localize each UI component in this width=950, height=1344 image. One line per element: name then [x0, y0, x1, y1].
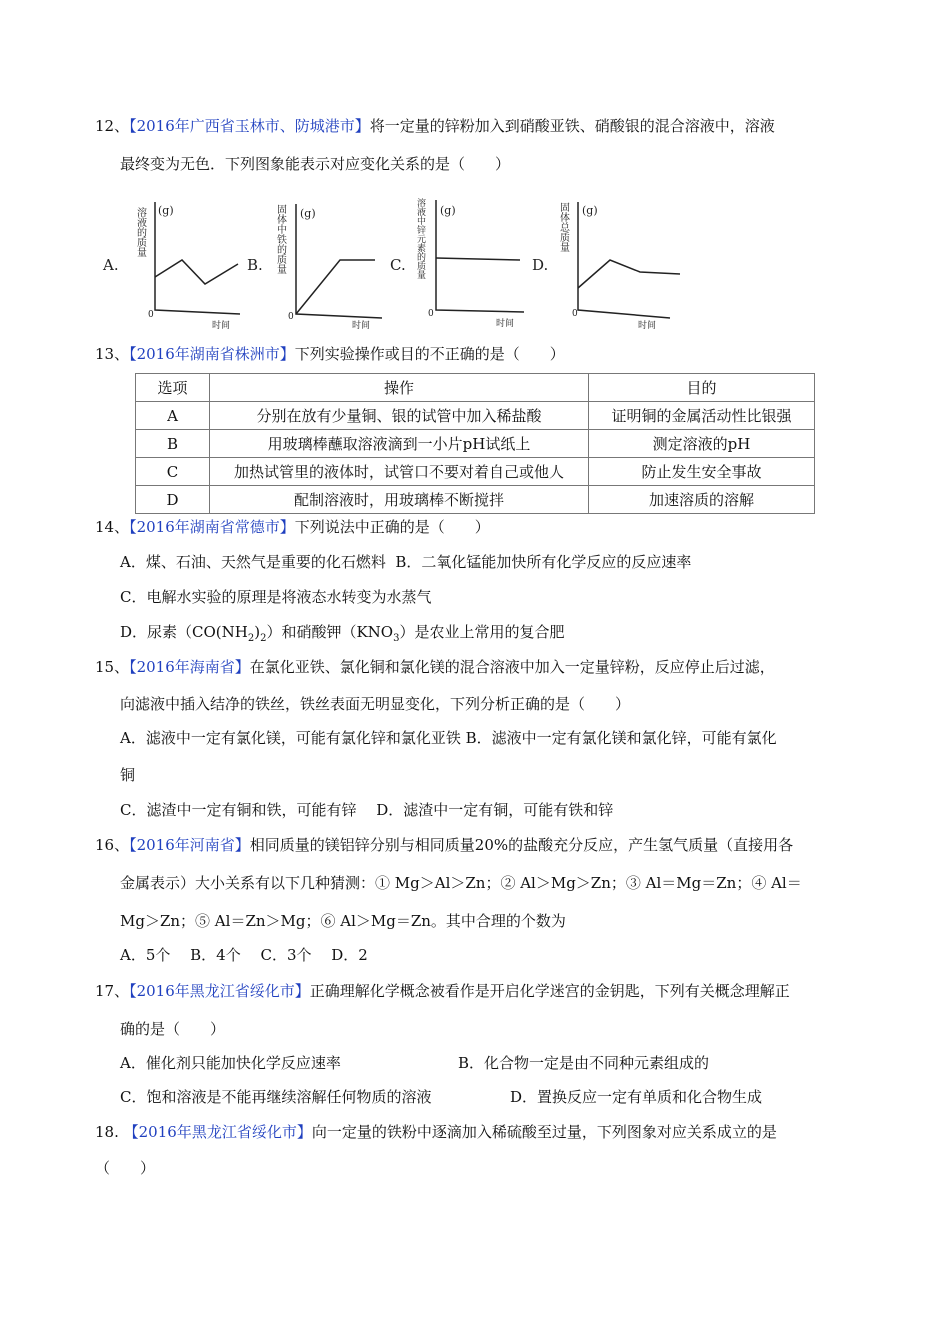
question-15-number: 15、 — [95, 658, 130, 676]
question-15-text-2: 向滤液中插入结净的铁丝，铁丝表面无明显变化，下列分析正确的是（ ） — [120, 695, 631, 713]
graph-d-unit: (g) — [582, 204, 598, 217]
option-a: A．催化剂只能加快化学反应速率 — [120, 1054, 341, 1072]
question-13-source: 【2016年湖南省株洲市】 — [129, 345, 295, 363]
table-cell: C — [136, 458, 210, 486]
question-17-line-1 — [95, 981, 790, 1001]
table-header: 选项 — [136, 374, 210, 402]
table-row — [136, 486, 815, 514]
question-15-options-cd: C．滤渣中一定有铜和铁，可能有锌 D．滤渣中一定有铜，可能有铁和锌 — [120, 801, 614, 819]
question-15-line-1 — [95, 657, 775, 677]
question-15-options-ab-cont: 铜 — [120, 766, 136, 784]
question-16-text-3: Mg＞Zn；⑤ Al＝Zn＞Mg；⑥ Al＞Mg＝Zn。其中合理的个数为 — [120, 912, 566, 930]
option-d: D．尿素$(CO(NH_2)_2)$和硝酸钾$(KNO_3)$是农业上常用的复合肥 — [120, 623, 565, 644]
question-16-source: 【2016年河南省】 — [129, 836, 250, 854]
question-15-source: 【2016年海南省】 — [129, 658, 250, 676]
table-cell: 加速溶质的溶解 — [589, 486, 815, 514]
option-a: A．煤、石油、天然气是重要的化石燃料 — [120, 553, 386, 571]
question-16-options: A．5个 B．4个 C．3个 D．2 — [120, 946, 368, 964]
option-c: C．电解水实验的原理是将液态水转变为水蒸气 — [120, 588, 432, 606]
graph-a-axes — [155, 202, 240, 314]
question-12-line-1 — [95, 116, 775, 136]
graph-c-xlabel: 时间 — [496, 319, 515, 329]
question-18-text-2: （ ） — [95, 1159, 156, 1177]
graph-b-xlabel: 时间 — [352, 321, 371, 331]
question-13-line — [95, 344, 565, 364]
question-17-text-2: 确的是（ ） — [120, 1020, 226, 1038]
question-14-number: 14、 — [95, 518, 130, 536]
question-18-source: 【2016年黑龙江省绥化市】 — [123, 1123, 312, 1141]
question-17-number: 17、 — [95, 982, 130, 1000]
table-cell: 证明铜的金属活动性比银强 — [589, 402, 815, 430]
question-12-number: 12、 — [95, 117, 130, 135]
question-16-number: 16、 — [95, 836, 130, 854]
question-14-source: 【2016年湖南省常德市】 — [129, 518, 295, 536]
question-12-graphs — [100, 192, 700, 337]
graph-d-curve — [578, 260, 680, 288]
table-cell: 配制溶液时，用玻璃棒不断搅拌 — [210, 486, 589, 514]
question-18-text-1: 向一定量的铁粉中逐滴加入稀硫酸至过量，下列图象对应关系成立的是 — [311, 1123, 777, 1141]
question-16-text-1: 相同质量的镁铝锌分别与相同质量20%的盐酸充分反应，产生氢气质量（直接用各 — [249, 836, 794, 854]
question-14-options-ab — [120, 552, 691, 572]
table-cell: D — [136, 486, 210, 514]
question-14-text: 下列说法中正确的是（ ） — [294, 518, 490, 536]
graph-a-option: A. — [103, 256, 119, 274]
question-13-number: 13、 — [95, 345, 130, 363]
graph-b-unit: (g) — [300, 207, 316, 220]
question-12-text-2: 最终变为无色．下列图象能表示对应变化关系的是（ ） — [120, 155, 511, 173]
option-d: D．置换反应一定有单质和化合物生成 — [510, 1088, 763, 1106]
question-12-text-1: 将一定量的锌粉加入到硝酸亚铁、硝酸银的混合溶液中，溶液 — [369, 117, 775, 135]
table-header-row — [136, 374, 815, 402]
question-18-number: 18. — [95, 1123, 119, 1141]
graph-a-unit: (g) — [158, 204, 174, 217]
question-17-text-1: 正确理解化学概念被看作是开启化学迷宫的金钥匙，下列有关概念理解正 — [309, 982, 790, 1000]
graph-a-origin: 0 — [148, 310, 154, 320]
table-cell: 分别在放有少量铜、银的试管中加入稀盐酸 — [210, 402, 589, 430]
graph-d-ylabel: 固体总质量 — [557, 202, 569, 252]
table-cell: 防止发生安全事故 — [589, 458, 815, 486]
question-14-line — [95, 517, 490, 537]
graph-d-axes — [578, 202, 670, 318]
table-cell: 用玻璃棒蘸取溶液滴到一小片pH试纸上 — [210, 430, 589, 458]
graph-c-curve — [436, 258, 520, 260]
table-header: 操作 — [210, 374, 589, 402]
graph-a-ylabel: 溶液的质量 — [134, 207, 146, 257]
question-17-source: 【2016年黑龙江省绥化市】 — [129, 982, 310, 1000]
graph-d-origin: 0 — [572, 309, 578, 319]
table-header: 目的 — [589, 374, 815, 402]
table-row — [136, 458, 815, 486]
graph-b-ylabel: 固体中铁的质量 — [274, 204, 286, 274]
graph-a-curve — [155, 260, 238, 284]
graph-c-option: C. — [390, 256, 406, 274]
table-cell: B — [136, 430, 210, 458]
graph-b — [247, 204, 370, 331]
option-b: B．二氧化锰能加快所有化学反应的反应速率 — [395, 553, 692, 571]
question-15-text-1: 在氯化亚铁、氯化铜和氯化镁的混合溶液中加入一定量锌粉，反应停止后过滤， — [249, 658, 775, 676]
table-cell: 加热试管里的液体时，试管口不要对着自己或他人 — [210, 458, 589, 486]
question-15-options-ab: A．滤液中一定有氯化镁，可能有氯化锌和氯化亚铁 B．滤液中一定有氯化镁和氯化锌，可能有氯化 — [120, 729, 777, 747]
table-row — [136, 402, 815, 430]
graph-b-origin: 0 — [288, 312, 294, 322]
table-cell: 测定溶液的pH — [589, 430, 815, 458]
table-cell: A — [136, 402, 210, 430]
question-13-table — [135, 373, 815, 514]
table-row — [136, 430, 815, 458]
graph-a-xlabel: 时间 — [212, 321, 231, 331]
graph-c — [390, 197, 514, 329]
question-16-line-1 — [95, 835, 793, 855]
question-12-source: 【2016年广西省玉林市、防城港市】 — [129, 117, 370, 135]
graph-c-origin: 0 — [428, 309, 434, 319]
graph-b-curve — [296, 260, 375, 314]
question-13-text: 下列实验操作或目的不正确的是（ ） — [294, 345, 565, 363]
graph-d-xlabel: 时间 — [638, 321, 657, 331]
graph-d-option: D. — [532, 256, 549, 274]
graph-c-unit: (g) — [440, 204, 456, 217]
graph-b-option: B. — [247, 256, 263, 274]
question-18-line-1 — [95, 1122, 777, 1142]
option-b: B．化合物一定是由不同种元素组成的 — [458, 1054, 710, 1072]
graph-c-ylabel: 溶液中锌元素的质量 — [415, 198, 425, 279]
option-c: C．饱和溶液是不能再继续溶解任何物质的溶液 — [120, 1088, 432, 1106]
question-16-text-2: 金属表示）大小关系有以下几种猜测：① Mg＞Al＞Zn；② Al＞Mg＞Zn；③ Al＝Mg＝Zn；④ Al＝ — [120, 874, 802, 892]
